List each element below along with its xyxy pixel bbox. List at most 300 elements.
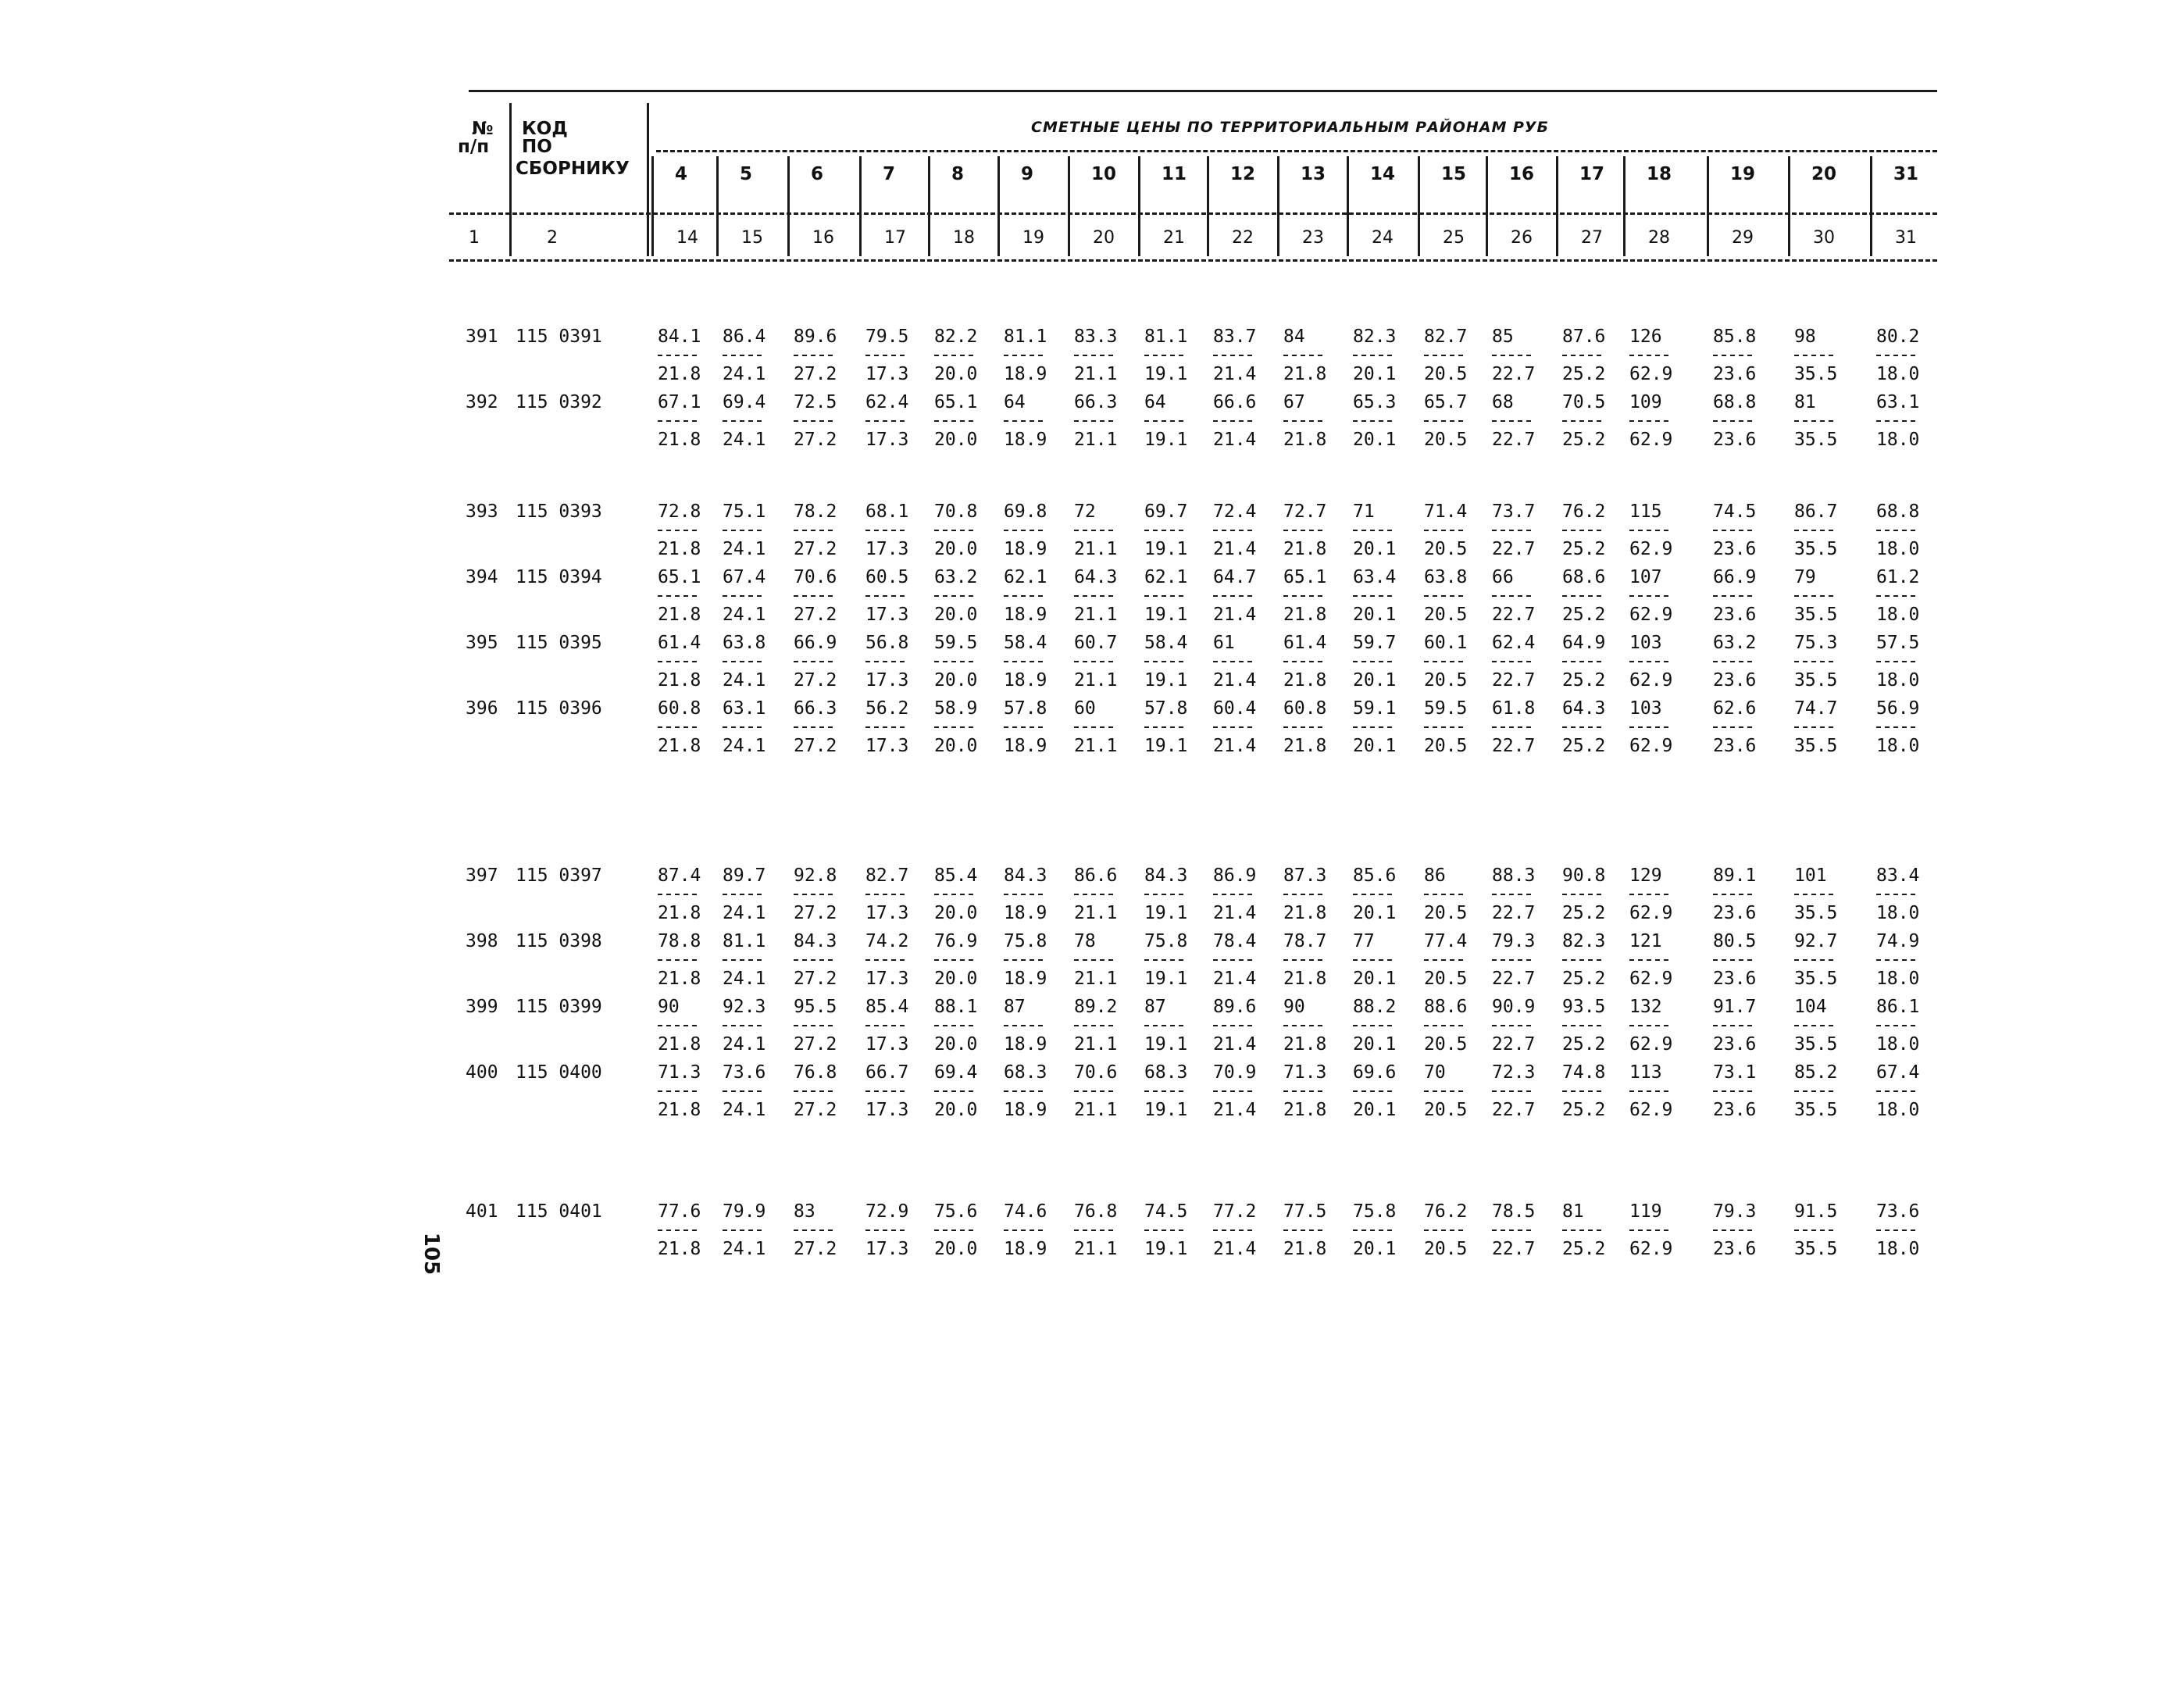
fraction-rule: [1144, 1090, 1183, 1092]
price-divisor: 20.5: [1424, 364, 1468, 384]
price-divisor: 21.8: [658, 1034, 701, 1055]
price-value: 64: [1144, 392, 1166, 412]
price-divisor: 24.1: [723, 1034, 766, 1055]
fraction-rule: [1876, 595, 1915, 597]
price-value: 81.1: [1004, 327, 1047, 347]
colnum-9: 20: [1093, 228, 1115, 248]
fraction-rule: [723, 1230, 762, 1231]
price-divisor: 20.0: [934, 364, 978, 384]
price-value: 82.3: [1353, 327, 1397, 347]
row-code: 115 0392: [516, 392, 602, 412]
price-divisor: 18.0: [1876, 1100, 1920, 1120]
fraction-rule: [865, 595, 905, 597]
price-value: 87: [1004, 997, 1026, 1017]
price-value: 88.3: [1492, 865, 1536, 886]
fraction-rule: [1074, 1230, 1113, 1231]
region-divider: [928, 156, 930, 256]
price-value: 66.9: [1713, 567, 1757, 587]
price-value: 79: [1794, 567, 1816, 587]
price-value: 63.2: [934, 567, 978, 587]
price-divisor: 24.1: [723, 1100, 766, 1120]
price-value: 90.9: [1492, 997, 1536, 1017]
price-value: 70.5: [1562, 392, 1606, 412]
price-divisor: 20.0: [934, 539, 978, 559]
price-divisor: 18.9: [1004, 539, 1047, 559]
fraction-rule: [1004, 420, 1043, 422]
price-value: 71.3: [1283, 1062, 1327, 1083]
fraction-rule: [865, 1230, 905, 1231]
region-divider: [1347, 156, 1349, 256]
colnum-18: 29: [1732, 228, 1754, 248]
price-value: 66.3: [1074, 392, 1118, 412]
price-divisor: 20.1: [1353, 539, 1397, 559]
price-divisor: 20.0: [934, 605, 978, 625]
fraction-rule: [1074, 595, 1113, 597]
region-label-3: 6: [811, 164, 824, 184]
fraction-rule: [1424, 1230, 1463, 1231]
price-divisor: 21.8: [1283, 605, 1327, 625]
price-value: 61.2: [1876, 567, 1920, 587]
fraction-rule: [1074, 355, 1113, 356]
price-value: 68.6: [1562, 567, 1606, 587]
price-value: 72.8: [658, 501, 701, 522]
price-value: 90.8: [1562, 865, 1606, 886]
fraction-rule: [1424, 595, 1463, 597]
fraction-rule: [1144, 420, 1183, 422]
colnum-10: 21: [1163, 228, 1185, 248]
row-number: 394: [466, 567, 498, 587]
price-value: 58.4: [1004, 633, 1047, 653]
price-divisor: 22.7: [1492, 969, 1536, 989]
price-value: 59.1: [1353, 698, 1397, 719]
price-value: 74.5: [1144, 1201, 1188, 1222]
price-value: 77.2: [1213, 1201, 1257, 1222]
region-divider: [1418, 156, 1420, 256]
price-divisor: 24.1: [723, 364, 766, 384]
fraction-rule: [934, 530, 973, 531]
price-value: 57.8: [1144, 698, 1188, 719]
region-divider: [1788, 156, 1790, 256]
price-value: 72.5: [794, 392, 837, 412]
price-divisor: 20.5: [1424, 605, 1468, 625]
fraction-rule: [1629, 595, 1668, 597]
fraction-rule: [1144, 530, 1183, 531]
fraction-rule: [1283, 726, 1322, 728]
price-value: 63.1: [1876, 392, 1920, 412]
fraction-rule: [1713, 959, 1752, 961]
price-divisor: 22.7: [1492, 430, 1536, 450]
price-divisor: 20.5: [1424, 903, 1468, 923]
price-divisor: 35.5: [1794, 1239, 1838, 1259]
fraction-rule: [1213, 1090, 1252, 1092]
fraction-rule: [1629, 661, 1668, 662]
price-value: 84.1: [658, 327, 701, 347]
price-divisor: 24.1: [723, 605, 766, 625]
fraction-rule: [1794, 661, 1833, 662]
price-value: 64: [1004, 392, 1026, 412]
price-divisor: 21.1: [1074, 605, 1118, 625]
price-divisor: 21.8: [658, 903, 701, 923]
row-number: 396: [466, 698, 498, 719]
fraction-rule: [1283, 355, 1322, 356]
fraction-rule: [794, 595, 833, 597]
fraction-rule: [1074, 1025, 1113, 1026]
fraction-rule: [723, 595, 762, 597]
row-number: 395: [466, 633, 498, 653]
price-value: 82.2: [934, 327, 978, 347]
fraction-rule: [794, 420, 833, 422]
price-value: 64.3: [1562, 698, 1606, 719]
price-divisor: 20.5: [1424, 539, 1468, 559]
fraction-rule: [1353, 661, 1392, 662]
price-value: 113: [1629, 1062, 1662, 1083]
fraction-rule: [1562, 726, 1601, 728]
price-divisor: 27.2: [794, 430, 837, 450]
price-value: 86.9: [1213, 865, 1257, 886]
price-divisor: 17.3: [865, 969, 909, 989]
price-value: 75.6: [934, 1201, 978, 1222]
price-value: 60.7: [1074, 633, 1118, 653]
price-value: 85.2: [1794, 1062, 1838, 1083]
price-divisor: 21.8: [1283, 364, 1327, 384]
price-value: 73.6: [723, 1062, 766, 1083]
region-label-17: 20: [1811, 164, 1837, 184]
price-value: 78.5: [1492, 1201, 1536, 1222]
fraction-rule: [1424, 726, 1463, 728]
price-value: 75.8: [1004, 931, 1047, 951]
price-divisor: 21.8: [1283, 539, 1327, 559]
price-value: 88.1: [934, 997, 978, 1017]
price-value: 76.8: [1074, 1201, 1118, 1222]
region-divider: [1870, 156, 1872, 256]
region-label-12: 15: [1441, 164, 1467, 184]
row-code: 115 0400: [516, 1062, 602, 1083]
colnum-17: 28: [1648, 228, 1670, 248]
price-value: 83: [794, 1201, 815, 1222]
price-divisor: 25.2: [1562, 969, 1606, 989]
region-divider: [1138, 156, 1140, 256]
price-value: 85: [1492, 327, 1514, 347]
price-value: 75.3: [1794, 633, 1838, 653]
colnum-12: 23: [1302, 228, 1324, 248]
price-divisor: 18.0: [1876, 1239, 1920, 1259]
fraction-rule: [794, 530, 833, 531]
price-value: 60.8: [1283, 698, 1327, 719]
fraction-rule: [794, 1025, 833, 1026]
price-value: 74.7: [1794, 698, 1838, 719]
price-value: 68.3: [1144, 1062, 1188, 1083]
price-divisor: 21.8: [658, 539, 701, 559]
price-value: 56.2: [865, 698, 909, 719]
fraction-rule: [723, 894, 762, 895]
fraction-rule: [1353, 1230, 1392, 1231]
price-value: 69.4: [934, 1062, 978, 1083]
price-divisor: 18.9: [1004, 1239, 1047, 1259]
price-divisor: 27.2: [794, 670, 837, 691]
fraction-rule: [1213, 661, 1252, 662]
price-value: 63.1: [723, 698, 766, 719]
price-value: 59.5: [934, 633, 978, 653]
price-divisor: 27.2: [794, 364, 837, 384]
fraction-rule: [1876, 894, 1915, 895]
fraction-rule: [865, 894, 905, 895]
price-value: 67.4: [1876, 1062, 1920, 1083]
price-divisor: 20.1: [1353, 1100, 1397, 1120]
price-value: 57.5: [1876, 633, 1920, 653]
fraction-rule: [1004, 959, 1043, 961]
price-divisor: 25.2: [1562, 1239, 1606, 1259]
price-value: 82.7: [1424, 327, 1468, 347]
colnum-3: 14: [676, 228, 698, 248]
row-number: 400: [466, 1062, 498, 1083]
price-divisor: 21.1: [1074, 1100, 1118, 1120]
price-divisor: 18.9: [1004, 903, 1047, 923]
price-value: 84.3: [1004, 865, 1047, 886]
fraction-rule: [1876, 661, 1915, 662]
row-code: 115 0399: [516, 997, 602, 1017]
price-divisor: 35.5: [1794, 605, 1838, 625]
price-value: 88.2: [1353, 997, 1397, 1017]
price-value: 84: [1283, 327, 1305, 347]
price-value: 74.9: [1876, 931, 1920, 951]
fraction-rule: [1794, 355, 1833, 356]
price-value: 80.5: [1713, 931, 1757, 951]
fraction-rule: [1074, 959, 1113, 961]
fraction-rule: [1353, 894, 1392, 895]
fraction-rule: [1492, 894, 1531, 895]
price-value: 81.1: [1144, 327, 1188, 347]
price-divisor: 21.1: [1074, 903, 1118, 923]
price-value: 73.7: [1492, 501, 1536, 522]
fraction-rule: [1004, 530, 1043, 531]
price-divisor: 20.5: [1424, 969, 1468, 989]
price-divisor: 20.0: [934, 903, 978, 923]
price-divisor: 21.4: [1213, 903, 1257, 923]
price-value: 81.1: [723, 931, 766, 951]
price-divisor: 21.8: [1283, 430, 1327, 450]
price-value: 78.8: [658, 931, 701, 951]
fraction-rule: [934, 1090, 973, 1092]
price-divisor: 25.2: [1562, 430, 1606, 450]
price-divisor: 62.9: [1629, 736, 1673, 756]
price-value: 58.9: [934, 698, 978, 719]
group-title: СМЕТНЫЕ ЦЕНЫ ПО ТЕРРИТОРИАЛЬНЫМ РАЙОНАМ РУБ: [1031, 119, 1550, 136]
price-divisor: 23.6: [1713, 736, 1757, 756]
fraction-rule: [1424, 530, 1463, 531]
price-divisor: 35.5: [1794, 1100, 1838, 1120]
fraction-rule: [1629, 894, 1668, 895]
price-divisor: 62.9: [1629, 903, 1673, 923]
price-value: 70: [1424, 1062, 1446, 1083]
fraction-rule: [723, 1090, 762, 1092]
price-value: 65.1: [934, 392, 978, 412]
region-divider: [1068, 156, 1070, 256]
fraction-rule: [658, 530, 697, 531]
price-divisor: 18.0: [1876, 430, 1920, 450]
fraction-rule: [1562, 595, 1601, 597]
fraction-rule: [723, 420, 762, 422]
fraction-rule: [1283, 661, 1322, 662]
fraction-rule: [1213, 355, 1252, 356]
price-divisor: 23.6: [1713, 670, 1757, 691]
fraction-rule: [1492, 1025, 1531, 1026]
price-divisor: 19.1: [1144, 736, 1188, 756]
price-value: 98: [1794, 327, 1816, 347]
colnum-2: 2: [547, 228, 558, 248]
fraction-rule: [1492, 530, 1531, 531]
price-divisor: 21.8: [658, 430, 701, 450]
price-divisor: 23.6: [1713, 1239, 1757, 1259]
price-value: 89.7: [723, 865, 766, 886]
fraction-rule: [1794, 420, 1833, 422]
price-value: 74.2: [865, 931, 909, 951]
price-divisor: 22.7: [1492, 1034, 1536, 1055]
price-divisor: 17.3: [865, 364, 909, 384]
fraction-rule: [1562, 530, 1601, 531]
price-divisor: 21.8: [1283, 1100, 1327, 1120]
price-value: 60: [1074, 698, 1096, 719]
price-value: 71.3: [658, 1062, 701, 1083]
price-divisor: 21.1: [1074, 969, 1118, 989]
price-divisor: 19.1: [1144, 903, 1188, 923]
fraction-rule: [1144, 1025, 1183, 1026]
price-value: 62.1: [1144, 567, 1188, 587]
fraction-rule: [1144, 355, 1183, 356]
region-label-5: 8: [951, 164, 965, 184]
price-divisor: 18.0: [1876, 736, 1920, 756]
price-divisor: 20.1: [1353, 364, 1397, 384]
fraction-rule: [1283, 894, 1322, 895]
fraction-rule: [1213, 726, 1252, 728]
price-value: 95.5: [794, 997, 837, 1017]
price-divisor: 18.9: [1004, 670, 1047, 691]
price-divisor: 20.1: [1353, 430, 1397, 450]
fraction-rule: [1213, 420, 1252, 422]
fraction-rule: [865, 661, 905, 662]
fraction-rule: [1876, 530, 1915, 531]
price-divisor: 23.6: [1713, 430, 1757, 450]
price-divisor: 21.1: [1074, 364, 1118, 384]
fraction-rule: [1004, 1025, 1043, 1026]
price-value: 63.8: [1424, 567, 1468, 587]
price-value: 77.4: [1424, 931, 1468, 951]
price-value: 88.6: [1424, 997, 1468, 1017]
price-value: 89.2: [1074, 997, 1118, 1017]
price-value: 69.6: [1353, 1062, 1397, 1083]
price-value: 71.4: [1424, 501, 1468, 522]
price-value: 67.1: [658, 392, 701, 412]
price-value: 62.4: [865, 392, 909, 412]
fraction-rule: [1562, 894, 1601, 895]
price-value: 65.3: [1353, 392, 1397, 412]
fraction-rule: [794, 959, 833, 961]
fraction-rule: [1353, 530, 1392, 531]
fraction-rule: [1004, 355, 1043, 356]
price-divisor: 18.0: [1876, 605, 1920, 625]
price-divisor: 21.8: [1283, 969, 1327, 989]
fraction-rule: [1353, 1090, 1392, 1092]
price-divisor: 23.6: [1713, 1100, 1757, 1120]
price-divisor: 24.1: [723, 969, 766, 989]
price-value: 89.6: [1213, 997, 1257, 1017]
price-divisor: 21.1: [1074, 670, 1118, 691]
fraction-rule: [1876, 355, 1915, 356]
price-value: 60.5: [865, 567, 909, 587]
price-value: 79.5: [865, 327, 909, 347]
row-number: 398: [466, 931, 498, 951]
fraction-rule: [1353, 420, 1392, 422]
fraction-rule: [794, 894, 833, 895]
fraction-rule: [1713, 661, 1752, 662]
row-code: 115 0393: [516, 501, 602, 522]
price-divisor: 24.1: [723, 539, 766, 559]
price-divisor: 19.1: [1144, 1239, 1188, 1259]
price-value: 63.4: [1353, 567, 1397, 587]
fraction-rule: [934, 355, 973, 356]
price-value: 72: [1074, 501, 1096, 522]
price-divisor: 17.3: [865, 736, 909, 756]
price-value: 92.7: [1794, 931, 1838, 951]
fraction-rule: [1562, 420, 1601, 422]
price-divisor: 19.1: [1144, 364, 1188, 384]
price-divisor: 20.5: [1424, 736, 1468, 756]
region-label-14: 17: [1579, 164, 1605, 184]
price-divisor: 21.4: [1213, 364, 1257, 384]
price-divisor: 20.5: [1424, 1100, 1468, 1120]
price-value: 72.7: [1283, 501, 1327, 522]
row-code: 115 0394: [516, 567, 602, 587]
price-divisor: 21.8: [1283, 736, 1327, 756]
fraction-rule: [658, 420, 697, 422]
price-divisor: 20.1: [1353, 1239, 1397, 1259]
fraction-rule: [1629, 420, 1668, 422]
fraction-rule: [1283, 1230, 1322, 1231]
price-divisor: 22.7: [1492, 539, 1536, 559]
fraction-rule: [865, 959, 905, 961]
fraction-rule: [1144, 1230, 1183, 1231]
price-divisor: 22.7: [1492, 364, 1536, 384]
region-divider: [997, 156, 1000, 256]
colnum-4: 15: [741, 228, 763, 248]
price-divisor: 21.4: [1213, 430, 1257, 450]
price-value: 72.4: [1213, 501, 1257, 522]
price-value: 74.8: [1562, 1062, 1606, 1083]
fraction-rule: [1562, 1025, 1601, 1026]
price-value: 64.3: [1074, 567, 1118, 587]
price-divisor: 21.8: [658, 1239, 701, 1259]
price-divisor: 19.1: [1144, 1034, 1188, 1055]
fraction-rule: [723, 959, 762, 961]
price-divisor: 25.2: [1562, 364, 1606, 384]
fraction-rule: [865, 355, 905, 356]
fraction-rule: [1794, 959, 1833, 961]
fraction-rule: [1004, 1230, 1043, 1231]
colnum-5: 16: [812, 228, 834, 248]
price-divisor: 35.5: [1794, 1034, 1838, 1055]
colnum-19: 30: [1813, 228, 1835, 248]
price-value: 59.5: [1424, 698, 1468, 719]
colnum-15: 26: [1511, 228, 1533, 248]
price-divisor: 35.5: [1794, 364, 1838, 384]
price-value: 78: [1074, 931, 1096, 951]
fraction-rule: [1562, 661, 1601, 662]
price-value: 76.2: [1562, 501, 1606, 522]
price-divisor: 25.2: [1562, 1034, 1606, 1055]
fraction-rule: [1074, 420, 1113, 422]
price-value: 71: [1353, 501, 1375, 522]
group-title-rule: [656, 150, 1937, 152]
fraction-rule: [1876, 1090, 1915, 1092]
